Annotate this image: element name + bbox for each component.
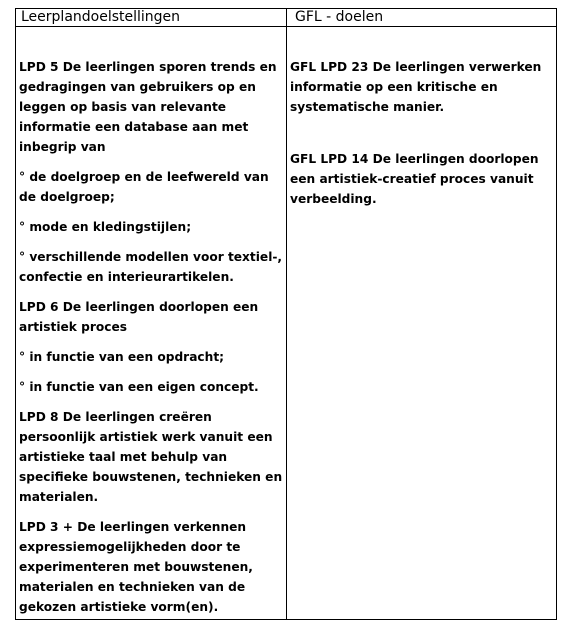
lpd5-bullet-modellen: ° verschillende modellen voor textiel-, confectie en interieurartikelen.	[19, 250, 283, 284]
lpd6-bullet-concept: ° in functie van een eigen concept.	[19, 380, 259, 394]
header-leerplandoelstellingen: Leerplandoelstellingen	[21, 9, 181, 25]
lpd5-bullet-mode: ° mode en kledingstijlen;	[19, 220, 192, 234]
lpd6-bullet-opdracht: ° in functie van een opdracht;	[19, 350, 225, 364]
header-gfl-doelen: GFL - doelen	[295, 9, 384, 25]
gfl-lpd14-paragraph: GFL LPD 14 De leerlingen doorlopen een artistiek-creatief proces vanuit verbeelding.	[290, 152, 539, 206]
column-divider	[286, 9, 287, 619]
objectives-table	[15, 8, 557, 620]
lpd5-paragraph: LPD 5 De leerlingen sporen trends en gedragingen van gebruikers op en leggen op basis van relevante informatie een database aan met inbegrip van	[19, 60, 277, 154]
right-column-cell	[290, 57, 552, 209]
lpd8-paragraph: LPD 8 De leerlingen creëren persoonlijk artistiek werk vanuit een artistieke taal met behulp van specifieke bouwstenen, technieken en materialen.	[19, 410, 283, 504]
left-column-cell	[19, 57, 285, 617]
lpd5-bullet-doelgroep: ° de doelgroep en de leefwereld van de doelgroep;	[19, 170, 269, 204]
gfl-lpd23-paragraph: GFL LPD 23 De leerlingen verwerken informatie op een kritische en systematische manier.	[290, 60, 542, 114]
lpd6-paragraph: LPD 6 De leerlingen doorlopen een artistiek proces	[19, 300, 259, 334]
lpd3-paragraph: LPD 3 + De leerlingen verkennen expressiemogelijkheden door te experimenteren met bouwstenen, materialen en technieken van de gekozen artistieke vorm(en).	[19, 520, 253, 614]
